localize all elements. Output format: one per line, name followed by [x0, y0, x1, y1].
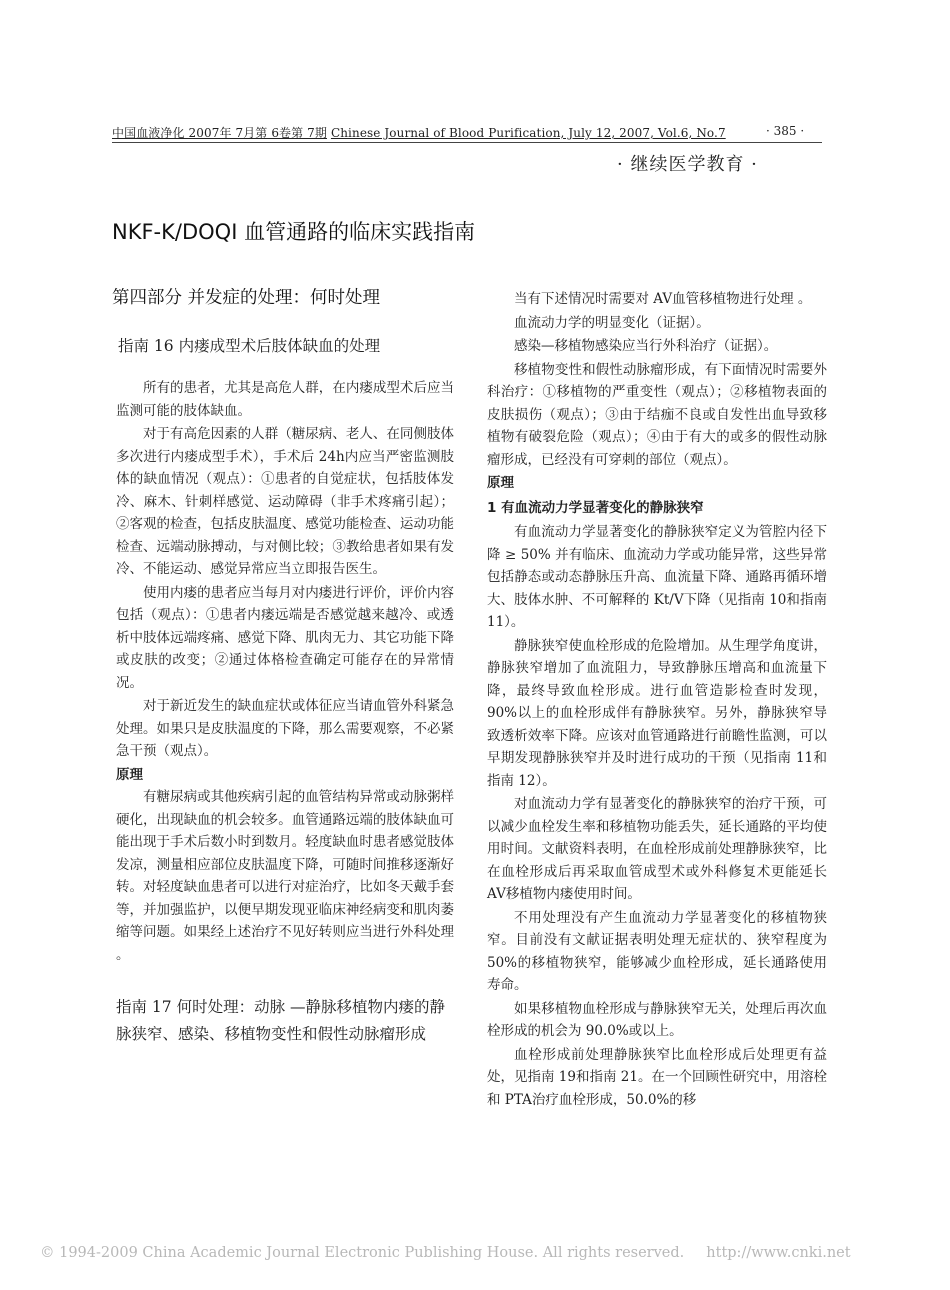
paragraph: 血流动力学的明显变化（证据）。 — [514, 314, 710, 331]
section-subheading: 1 有血流动力学显著变化的静脉狭窄 — [487, 499, 704, 516]
journal-citation-zh: 中国血液净化 2007年 7月第 6卷第 7期 — [112, 126, 328, 140]
paragraph: 如果移植物血栓形成与静脉狭窄无关，处理后再次血栓形成的机会为 90.0%或以上。 — [487, 1000, 827, 1039]
paragraph: 有糖尿病或其他疾病引起的血管结构异常或动脉粥样硬化，出现缺血的机会较多。血管通路远端的肢体缺血可能出现于手术后数小时到数月。轻度缺血时患者感觉肢体发凉，测量相应部位皮肤温度下降，可随时间推移逐渐好转。对轻度缺血患者可以进行对症治疗，比如冬天戴手套等，并加强监护，以便早期发现亚临床神经病变和肌肉萎缩等问题。如果经上述治疗不见好转则应当进行外科处理 。 — [116, 789, 454, 963]
right-column — [487, 288, 827, 1112]
part-heading: 第四部分 并发症的处理：何时处理 — [112, 288, 381, 308]
rationale-label: 原理 — [116, 766, 143, 783]
paragraph: 对于有高危因素的人群（糖尿病、老人、在同侧肢体多次进行内瘘成型手术），手术后 24h内应当严密监测肢体的缺血情况（观点）：①患者的自觉症状，包括肢体发冷、麻木、针刺样感觉、运动障碍（非手术疼痛引起）；②客观的检查，包括皮肤温度、感觉功能检查、运动功能检查、远端动脉搏动，与对侧比较；③教给患者如果有发冷、不能运动、感觉异常应当立即报告医生。 — [116, 426, 454, 577]
running-head — [112, 124, 822, 143]
paragraph: 当有下述情况时需要对 AV血管移植物进行处理 。 — [514, 291, 812, 307]
paragraph: 血栓形成前处理静脉狭窄比血栓形成后处理更有益处，见指南 19和指南 21。在一个回顾性研究中，用溶栓和 PTA治疗血栓形成，50.0%的移 — [487, 1046, 827, 1108]
guideline-16-heading: 指南 16 内瘘成型术后肢体缺血的处理 — [118, 337, 381, 355]
paragraph: 感染—移植物感染应当行外科治疗（证据）。 — [514, 338, 778, 354]
guideline-17-heading: 指南 17 何时处理：动脉 —静脉移植物内瘘的静脉狭窄、感染、移植物变性和假性动脉瘤形成 — [116, 998, 446, 1043]
paragraph: 移植物变性和假性动脉瘤形成，有下面情况时需要外科治疗：①移植物的严重变性（观点）；②移植物表面的皮肤损伤（观点）；③由于结痂不良或自发性出血导致移植物有破裂危险（观点）；④由于有大的或多的假性动脉瘤形成，已经没有可穿刺的部位（观点）。 — [487, 361, 827, 468]
paragraph: 所有的患者，尤其是高危人群，在内瘘成型术后应当监测可能的肢体缺血。 — [116, 380, 454, 419]
paragraph: 有血流动力学显著变化的静脉狭窄定义为管腔内径下降 ≥ 50% 并有临床、血流动力学或功能异常，这些异常包括静态或动态静脉压升高、血流量下降、通路再循环增大、肢体水肿、不可解释的 Kt/V下降（见指南 10和指南 11）。 — [487, 524, 827, 630]
rationale-label: 原理 — [487, 475, 514, 491]
left-column — [116, 377, 454, 1048]
paragraph: 对于新近发生的缺血症状或体征应当请血管外科紧急处理。如果只是皮肤温度的下降，那么需要观察，不必紧急干预（观点）。 — [116, 698, 454, 759]
footer — [40, 1245, 851, 1261]
journal-citation-en: Chinese Journal of Blood Purification, July 12, 2007, Vol.6, No.7 — [330, 126, 726, 140]
page-number: · 385 · — [766, 124, 805, 138]
footer-url[interactable]: http://www.cnki.net — [706, 1245, 851, 1261]
paragraph: 使用内瘘的患者应当每月对内瘘进行评价，评价内容包括（观点）：①患者内瘘远端是否感觉越来越冷、或透析中肢体远端疼痛、感觉下降、肌肉无力、其它功能下降或皮肤的改变；②通过体格检查确定可能存在的异常情况。 — [116, 584, 454, 691]
paragraph: 对血流动力学有显著变化的静脉狭窄的治疗干预，可以减少血栓发生率和移植物功能丢失，延长通路的平均使用时间。文献资料表明，在血栓形成前处理静脉狭窄，比在血栓形成后再采取血管成型术或外科修复术更能延长 AV移植物内瘘使用时间。 — [487, 796, 827, 902]
article-title: NKF-K/DOQI 血管通路的临床实践指南 — [112, 220, 476, 244]
paragraph: 静脉狭窄使血栓形成的危险增加。从生理学角度讲，静脉狭窄增加了血流阻力，导致静脉压增高和血流量下降，最终导致血栓形成。进行血管造影检查时发现，90%以上的血栓形成伴有静脉狭窄。另外，静脉狭窄导致透析效率下降。应该对血管通路进行前瞻性监测，可以早期发现静脉狭窄并及时进行成功的干预（见指南 11和指南 12）。 — [487, 637, 827, 789]
column-label: · 继续医学教育 · — [617, 154, 758, 175]
copyright-notice: © 1994-2009 China Academic Journal Electronic Publishing House. All rights reserved. — [40, 1245, 685, 1261]
paragraph: 不用处理没有产生血流动力学显著变化的移植物狭窄。目前没有文献证据表明处理无症状的、狭窄程度为 50%的移植物狭窄，能够减少血栓形成，延长通路使用寿命。 — [487, 909, 827, 993]
